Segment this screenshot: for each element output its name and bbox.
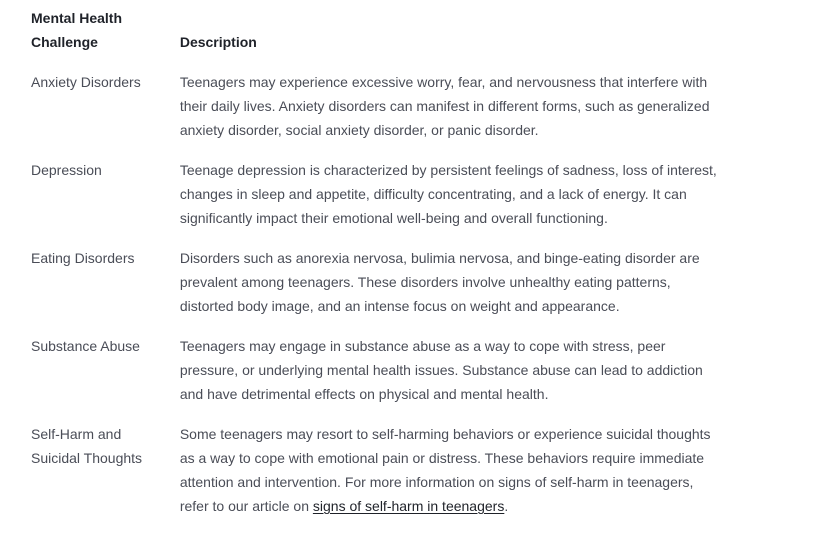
cell-description: Teenagers may engage in substance abuse as a way to cope with stress, peer pressure, or underlying mental health issues. Substance abuse can lead to addiction and have detrimental effects on physical and mental health. [179, 338, 703, 402]
table-header-row [31, 6, 731, 70]
cell-challenge: Self-Harm and Suicidal Thoughts [31, 426, 143, 466]
description-text: Some teenagers may resort to self-harming behaviors or experience suicidal thoughts as a way to cope with emotional pain or distress. These behaviors require immediate attention and intervention. For more information on signs of self-harm in teenagers, refer to our article on [179, 426, 711, 514]
cell-description: Disorders such as anorexia nervosa, bulimia nervosa, and binge-eating disorder are prevalent among teenagers. These disorders involve unhealthy eating patterns, distorted body image, and an intense focus on weight and appearance. [179, 250, 700, 314]
column-header-description: Description [179, 34, 257, 50]
table-row [31, 422, 731, 534]
cell-challenge: Depression [31, 162, 102, 178]
cell-description [180, 422, 731, 534]
cell-challenge: Substance Abuse [31, 338, 140, 354]
cell-challenge: Eating Disorders [31, 250, 135, 266]
column-header-challenge-line2: Challenge [31, 34, 98, 50]
mental-health-table-container [31, 6, 731, 534]
column-header-challenge [31, 6, 180, 70]
table-row [31, 334, 731, 422]
table-row [31, 158, 731, 246]
cell-description: Teenage depression is characterized by persistent feelings of sadness, loss of interest, changes in sleep and appetite, difficulty concentrating, and a lack of energy. It can significantly impact their emotional well-being and overall functioning. [179, 162, 717, 226]
table-row [31, 70, 731, 158]
mental-health-challenges-table [31, 6, 731, 534]
table-row [31, 246, 731, 334]
column-header-challenge-line1: Mental Health [31, 10, 123, 26]
self-harm-article-link[interactable]: signs of self-harm in teenagers [312, 498, 505, 514]
description-text-end: . [504, 498, 509, 514]
cell-description: Teenagers may experience excessive worry, fear, and nervousness that interfere with their daily lives. Anxiety disorders can manifest in different forms, such as generalized anxiety disorder, social anxiety disorder, or panic disorder. [179, 74, 710, 138]
cell-challenge: Anxiety Disorders [31, 74, 141, 90]
